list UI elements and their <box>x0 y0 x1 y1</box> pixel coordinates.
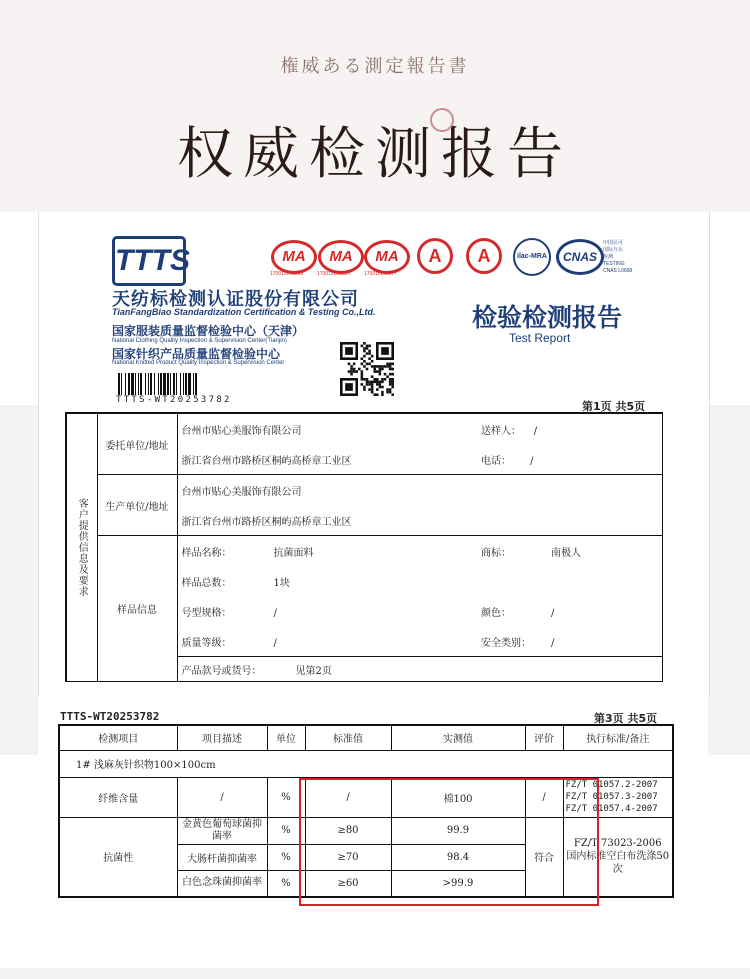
report-code-page3: TTTS-WT20253782 <box>60 710 160 723</box>
consignor-label: 委托单位/地址 <box>97 413 177 475</box>
safety-cell: 安全类别： / <box>477 626 662 657</box>
table-header: 项目描述 <box>177 725 267 750</box>
ma-mark-icon: MA <box>318 240 364 274</box>
ab-std: ≥60 <box>305 870 391 897</box>
accreditation-a-icon: A <box>417 238 453 274</box>
grade-cell: 质量等级： / <box>177 626 477 657</box>
ab-standard: FZ/T 73023-2006 国内标准空白布洗涤50次 <box>563 817 673 897</box>
ma-mark-icon: MA <box>271 240 317 274</box>
ab-std: ≥70 <box>305 844 391 870</box>
table-header: 单位 <box>267 725 305 750</box>
producer-label: 生产单位/地址 <box>97 475 177 536</box>
ilac-mra-icon: ilac-MRA <box>513 238 551 276</box>
section-label: 客户提供信息及要求 <box>66 413 97 682</box>
consignor-address: 浙江省台州市路桥区桐屿高桥章工业区 <box>177 444 477 475</box>
report-title-cn: 检验检测报告 <box>472 303 623 332</box>
ab-desc: 白色念珠菌抑菌率 <box>177 870 267 897</box>
center2-cn: 国家针织产品质量监督检验中心 <box>112 347 281 361</box>
table-header: 执行标准/备注 <box>563 725 673 750</box>
barcode-number: TTTS-WT20253782 <box>116 395 232 405</box>
barcode-icon <box>118 373 270 395</box>
sample-label: 样品信息 <box>97 536 177 682</box>
sender-cell: 送样人： / <box>477 413 662 444</box>
cnas-logo-icon: CNAS <box>556 239 604 275</box>
fiber-std: / <box>305 777 391 817</box>
decorative-circle-icon <box>430 108 454 132</box>
ab-unit: % <box>267 844 305 870</box>
fiber-standards: FZ/T 01057.2-2007 FZ/T 01057.3-2007 FZ/T 01057.4-2007 <box>563 777 673 817</box>
cnas-side-text: 中国认可 国际互认 检测 TESTING CNAS L0668 <box>603 240 633 274</box>
antibacterial-item: 抗菌性 <box>59 817 177 897</box>
ab-measured: 99.9 <box>391 817 525 844</box>
phone-cell: 电话： / <box>477 444 662 475</box>
ab-desc: 金黄色葡萄球菌抑菌率 <box>177 817 267 844</box>
company-name-en: TianFangBiao Standardization Certification & Testing Co.,Ltd. <box>112 307 376 317</box>
client-info-table <box>65 412 663 682</box>
sample-name-cell: 样品名称： 抗菌面料 <box>177 536 477 567</box>
ttts-logo: TTTS <box>112 236 186 286</box>
accreditation-a-icon: A <box>466 238 502 274</box>
ab-measured: 98.4 <box>391 844 525 870</box>
page-title: 权威检测报告 <box>177 122 573 187</box>
ma-number: 170011263663 <box>270 271 303 277</box>
subtitle-jp: 権威ある測定報告書 <box>280 56 470 77</box>
company-name-cn: 天纺标检测认证股份有限公司 <box>112 289 359 310</box>
table-header: 检测项目 <box>59 725 177 750</box>
fiber-desc: / <box>177 777 267 817</box>
brand-cell: 商标： 南极人 <box>477 536 662 567</box>
center2-en: National Knitted Product Quality Inspection & Supervision Center <box>112 360 285 366</box>
ab-unit: % <box>267 817 305 844</box>
table-header: 标准值 <box>305 725 391 750</box>
color-cell: 颜色： / <box>477 596 662 626</box>
table-header-row <box>59 725 673 750</box>
sample-count-cell: 样品总数： 1块 <box>177 566 477 596</box>
right-backdrop <box>708 405 750 755</box>
consignor-name: 台州市贴心美服饰有限公司 <box>177 413 477 444</box>
ab-measured: >99.9 <box>391 870 525 897</box>
fiber-eval: / <box>525 777 563 817</box>
qr-code-icon <box>340 342 394 396</box>
ab-eval: 符合 <box>525 817 563 897</box>
page-indicator-3: 第3页 共5页 <box>594 712 658 725</box>
center1-cn: 国家服装质量监督检验中心（天津） <box>112 324 305 338</box>
sample-row: 1# 浅麻灰针织物100×100cm <box>59 750 673 777</box>
producer-address: 浙江省台州市路桥区桐屿高桥章工业区 <box>177 505 662 536</box>
report-title-en: Test Report <box>509 331 571 345</box>
product-no-cell: 产品款号或货号： 见第2页 <box>177 657 662 682</box>
model-cell: 号型规格： / <box>177 596 477 626</box>
center1-en: National Clothing Quality Inspection & Supervision Center(Tianjin) <box>112 338 287 344</box>
ma-number: 170011260226 <box>317 271 350 277</box>
fiber-unit: % <box>267 777 305 817</box>
producer-name: 台州市贴心美服饰有限公司 <box>177 475 662 506</box>
table-header: 实测值 <box>391 725 525 750</box>
ma-number: 170011260277 <box>364 271 397 277</box>
ab-unit: % <box>267 870 305 897</box>
bottom-backdrop <box>0 968 750 979</box>
ab-desc: 大肠杆菌抑菌率 <box>177 844 267 870</box>
ab-std: ≥80 <box>305 817 391 844</box>
ma-mark-icon: MA <box>364 240 410 274</box>
highlight-box <box>299 778 599 906</box>
fiber-item: 纤维含量 <box>59 777 177 817</box>
left-backdrop <box>0 405 38 755</box>
page-indicator-1: 第1页 共5页 <box>582 400 646 413</box>
fiber-measured: 棉100 <box>391 777 525 817</box>
table-header: 评价 <box>525 725 563 750</box>
